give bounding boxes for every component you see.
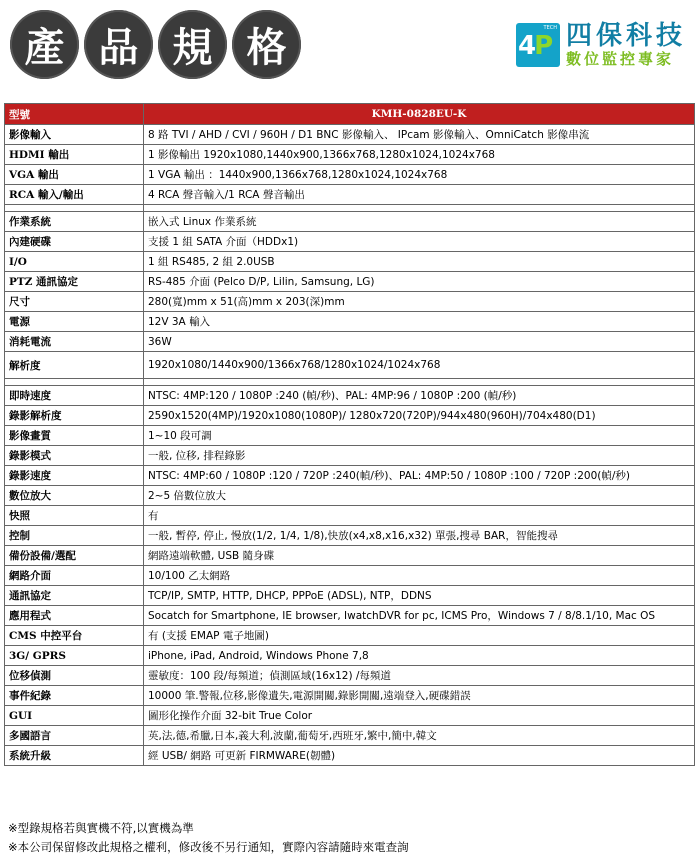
footnote: ※型錄規格若與實機不符,以實機為準 [8,821,194,835]
table-row [5,212,695,232]
table-row [5,312,695,332]
spec-label: 3G/ GPRS [5,646,144,666]
spec-value: 圖形化操作介面 32-bit True Color [144,706,695,726]
spec-value: 280(寬)mm x 51(高)mm x 203(深)mm [144,292,695,312]
table-row [5,352,695,379]
table-row [5,646,695,666]
spec-label: PTZ 通訊協定 [5,272,144,292]
table-header-row [5,104,695,125]
spec-label: VGA 輸出 [5,165,144,185]
spec-label: 位移偵測 [5,666,144,686]
model-value: KMH-0828EU-K [144,104,695,125]
group-spacer [5,205,695,212]
spec-label: HDMI 輸出 [5,145,144,165]
table-row [5,426,695,446]
spec-label: 快照 [5,506,144,526]
spec-label: I/O [5,252,144,272]
spec-value: 1920x1080/1440x900/1366x768/1280x1024/1024x768 [144,352,695,379]
spec-label: 尺寸 [5,292,144,312]
table-row [5,406,695,426]
spec-label: 事件紀錄 [5,686,144,706]
brand-subtitle: 數位監控專家 [565,50,674,68]
table-row [5,332,695,352]
spec-value: 10000 筆.警報,位移,影像遺失,電源開關,錄影開關,遠端登入,硬碟錯誤 [144,686,695,706]
spec-value: RS-485 介面 (Pelco D/P, Lilin, Samsung, LG) [144,272,695,292]
spec-label: 內建硬碟 [5,232,144,252]
spec-value: 支援 1 組 SATA 介面（HDDx1) [144,232,695,252]
table-row [5,165,695,185]
brand-logo [516,22,686,68]
spec-value: 10/100 乙太網路 [144,566,695,586]
spec-label: RCA 輸入/輸出 [5,185,144,205]
spec-value: 英,法,德,希臘,日本,義大利,波蘭,葡萄牙,西班牙,繁中,簡中,韓文 [144,726,695,746]
spec-value: 2~5 倍數位放大 [144,486,695,506]
spec-label: 錄影速度 [5,466,144,486]
footnotes [8,819,409,857]
table-row [5,486,695,506]
spec-value: 1 VGA 輸出 ：1440x900,1366x768,1280x1024,1024x768 [144,165,695,185]
spec-label: 即時速度 [5,386,144,406]
page-title [10,10,301,79]
title-char: 品 [84,10,153,79]
group-spacer [5,379,695,386]
table-row [5,292,695,312]
spec-label: CMS 中控平台 [5,626,144,646]
spec-value: 1 影像輸出 1920x1080,1440x900,1366x768,1280x1024,1024x768 [144,145,695,165]
spec-value: 1 組 RS485, 2 組 2.0USB [144,252,695,272]
table-row [5,526,695,546]
spec-label: 錄影解析度 [5,406,144,426]
table-row [5,626,695,646]
spec-label: 通訊協定 [5,586,144,606]
table-row [5,666,695,686]
spec-value: 經 USB/ 網路 可更新 FIRMWARE(韌體) [144,746,695,766]
spec-label: 作業系統 [5,212,144,232]
spec-label: 解析度 [5,352,144,379]
logo-tag: TECH [543,25,557,31]
spec-value: TCP/IP, SMTP, HTTP, DHCP, PPPoE (ADSL), NTP，DDNS [144,586,695,606]
table-row [5,566,695,586]
table-row [5,546,695,566]
footnote: ※本公司保留修改此規格之權利，修改後不另行通知，實際內容請隨時來電查詢 [8,840,409,854]
spec-label: 影像畫質 [5,426,144,446]
title-char: 產 [10,10,79,79]
spec-label: 控制 [5,526,144,546]
table-row [5,606,695,626]
spec-value: 8 路 TVI / AHD / CVI / 960H / D1 BNC 影像輸入、 IPcam 影像輸入、OmniCatch 影像串流 [144,125,695,145]
spec-table [4,103,695,766]
spec-value: 有 [144,506,695,526]
spec-label: 電源 [5,312,144,332]
spec-value: 36W [144,332,695,352]
table-row [5,466,695,486]
spec-value: 2590x1520(4MP)/1920x1080(1080P)/ 1280x720(720P)/944x480(960H)/704x480(D1) [144,406,695,426]
spec-value: 靈敏度：100 段/每頻道；偵測區域(16x12) /每頻道 [144,666,695,686]
table-row [5,746,695,766]
brand-name: 四保科技 [565,21,686,51]
table-row [5,686,695,706]
spec-value: 一般, 暫停, 停止, 慢放(1/2, 1/4, 1/8),快放(x4,x8,x16,x32) 單張,搜尋 BAR，智能搜尋 [144,526,695,546]
table-row [5,586,695,606]
model-label: 型號 [5,104,144,125]
spec-value: 有 (支援 EMAP 電子地圖) [144,626,695,646]
spec-label: 應用程式 [5,606,144,626]
table-row [5,726,695,746]
spec-value: 1~10 段可調 [144,426,695,446]
table-row [5,386,695,406]
spec-label: GUI [5,706,144,726]
spec-label: 多國語言 [5,726,144,746]
title-char: 規 [158,10,227,79]
spec-value: NTSC: 4MP:120 / 1080P :240 (幀/秒)、PAL: 4MP:96 / 1080P :200 (幀/秒) [144,386,695,406]
spec-value: 12V 3A 輸入 [144,312,695,332]
logo-icon [516,23,560,67]
spec-label: 備份設備/選配 [5,546,144,566]
title-char: 格 [232,10,301,79]
spec-label: 網路介面 [5,566,144,586]
spec-label: 影像輸入 [5,125,144,145]
table-row [5,446,695,466]
spec-value: 一般, 位移, 排程錄影 [144,446,695,466]
spec-value: 4 RCA 聲音輸入/1 RCA 聲音輸出 [144,185,695,205]
table-row [5,185,695,205]
spec-label: 系統升級 [5,746,144,766]
table-row [5,232,695,252]
table-row [5,706,695,726]
spec-label: 消耗電流 [5,332,144,352]
spec-value: Socatch for Smartphone, IE browser, IwatchDVR for pc, ICMS Pro，Windows 7 / 8/8.1/10, Mac OS [144,606,695,626]
table-row [5,272,695,292]
table-row [5,145,695,165]
spec-value: 嵌入式 Linux 作業系統 [144,212,695,232]
table-row [5,506,695,526]
spec-value: 網路遠端軟體, USB 隨身碟 [144,546,695,566]
spec-value: NTSC: 4MP:60 / 1080P :120 / 720P :240(幀/秒)、PAL: 4MP:50 / 1080P :100 / 720P :200(幀/秒) [144,466,695,486]
spec-label: 錄影模式 [5,446,144,466]
table-row [5,125,695,145]
logo-text: 4P [517,31,552,61]
table-row [5,252,695,272]
spec-value: iPhone, iPad, Android, Windows Phone 7,8 [144,646,695,666]
spec-label: 數位放大 [5,486,144,506]
page-header [0,0,700,95]
